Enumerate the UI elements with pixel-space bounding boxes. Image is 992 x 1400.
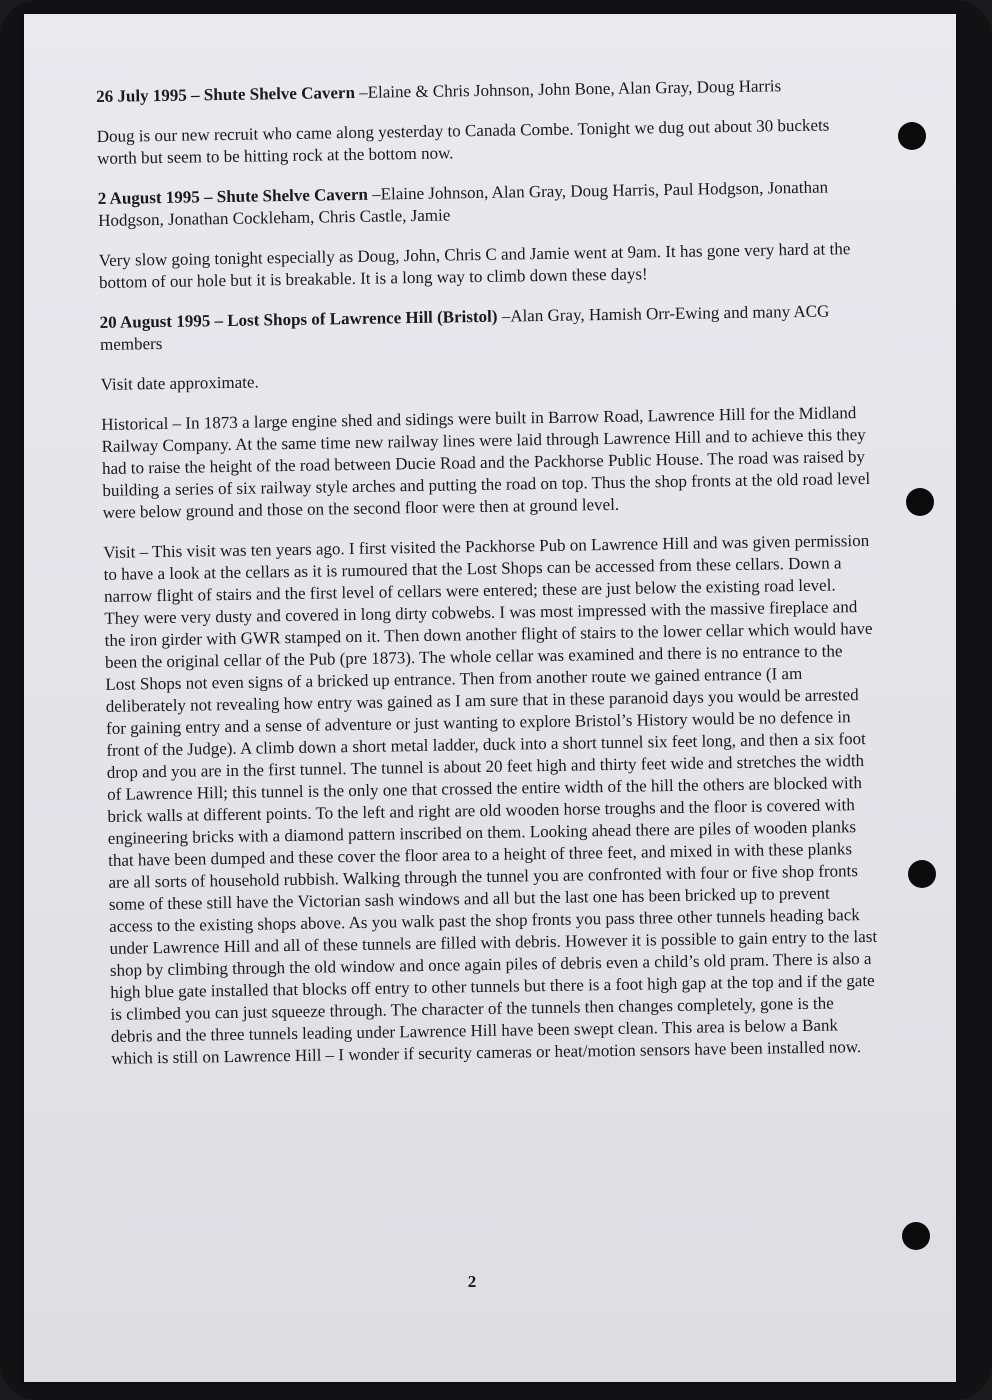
entry-paragraph: Visit date approximate. bbox=[100, 372, 259, 394]
entry-date: 20 August 1995 bbox=[99, 311, 211, 332]
journal-entry bbox=[100, 300, 880, 1070]
journal-entry bbox=[98, 176, 868, 294]
people-dash: – bbox=[367, 184, 381, 204]
punch-hole-4 bbox=[902, 1222, 930, 1250]
people-dash: – bbox=[497, 306, 511, 326]
entry-location: Shute Shelve Cavern bbox=[216, 184, 369, 207]
entry-people: Alan Gray, Hamish Orr-Ewing and many ACG members bbox=[99, 301, 830, 354]
page-number: 2 bbox=[467, 1272, 477, 1291]
punch-hole-3 bbox=[908, 860, 936, 888]
entry-location: Shute Shelve Cavern bbox=[203, 82, 356, 105]
heading-dash: – bbox=[186, 85, 204, 105]
punch-hole-2 bbox=[906, 488, 934, 516]
entry-paragraph: Doug is our new recruit who came along yesterday to Canada Combe. Tonight we dug out about 30 buckets worth but seem to be hitting rock at the bottom now. bbox=[96, 115, 830, 168]
entry-heading bbox=[100, 300, 869, 356]
entry-date: 2 August 1995 bbox=[97, 187, 200, 208]
heading-dash: – bbox=[199, 187, 217, 207]
journal-text bbox=[96, 74, 880, 1088]
heading-dash: – bbox=[210, 310, 228, 331]
entry-paragraph: Visit – This visit was ten years ago. I first visited the Packhorse Pub on Lawrence Hill and was given permission to have a look at the cellars as it is rumoured that the Lost Shops can be accessed from these cellars. Down a narrow flight of stairs and the first level of cellars were entered; these are just below the existing road level. They were very dusty and covered in long dirty cobwebs. I was most impressed with the massive fireplace and the iron girder with GWR stamped on it. Then down another flight of stairs to the lower cellar which would have been the original cellar of the Pub (pre 1873). The whole cellar was examined and there is no entrance to the Lost Shops not even signs of a bricked up entrance. Then from another route we gained entrance (I am deliberately not revealing how entry was gained as I am sure that in these paranoid days you would be arrested for gaining entry and a sense of adventure or just wanting to explore Bristol’s History would be no defence in front of the Judge). A climb down a short metal ladder, duck into a short tunnel six feet long, and then a six foot drop and you are in the first tunnel. The tunnel is about 20 feet high and thirty feet wide and stretches the width of Lawrence Hill; this tunnel is the only one that crossed the entire width of the hill the others are blocked with brick walls at different points. To the left and right are old wooden horse troughs and the floor is covered with engineering bricks with a diamond pattern inscribed on them. Looking ahead there are piles of wooden planks that have been dumped and these cover the floor area to a height of three feet, and mixed in with these planks are all sorts of household rubbish. Walking through the tunnel you are confronted with four or five shop fronts some of these still have the Victorian sash windows and all but the last one has been bricked up to prevent access to the existing shops above. As you walk past the shop fronts you pass three other tunnels heading back under Lawrence Hill and all of these tunnels are filled with debris. However it is possible to gain entry to the last shop by climbing through the old window and once again piles of debris even a child’s old pram. There is also a high blue gate installed that blocks off entry to other tunnels but there is a foot high gap at the top and if the gate is climbed you can just squeeze through. The character of the tunnels then changes completely, gone is the debris and the three tunnels leading under Lawrence Hill have been swept clean. This area is below a Bank which is still on Lawrence Hill – I wonder if security cameras or heat/motion sensors have been installed now. bbox=[103, 530, 878, 1068]
journal-entry bbox=[96, 74, 865, 170]
entry-paragraph: Historical – In 1873 a large engine shed and sidings were built in Barrow Road, Lawrence Hill for the Midland Railway Company. At the same time new railway lines were laid through Lawrence Hill and to achieve this they had to raise the height of the road between Ducie Road and the Packhorse Public House. The road was raised by building a series of six railway style arches and putting the road on top. Thus the shop fronts at the old road level were below ground and those on the second floor were then at ground level. bbox=[101, 403, 871, 522]
entry-people: Elaine & Chris Johnson, John Bone, Alan Gray, Doug Harris bbox=[367, 76, 782, 102]
entry-paragraph: Very slow going tonight especially as Doug, John, Chris C and Jamie went at 9am. It has gone very hard at the bottom of our hole but it is breakable. It is a long way to climb down these days! bbox=[98, 239, 851, 292]
entry-heading bbox=[98, 176, 867, 232]
entry-date: 26 July 1995 bbox=[96, 85, 187, 106]
entry-location: Lost Shops of Lawrence Hill (Bristol) bbox=[227, 306, 498, 330]
entry-people: Elaine Johnson, Alan Gray, Doug Harris, Paul Hodgson, Jonathan Hodgson, Jonathan Cockleham, Chris Castle, Jamie bbox=[97, 177, 829, 230]
punch-hole-1 bbox=[898, 122, 926, 150]
people-dash: – bbox=[354, 82, 368, 102]
